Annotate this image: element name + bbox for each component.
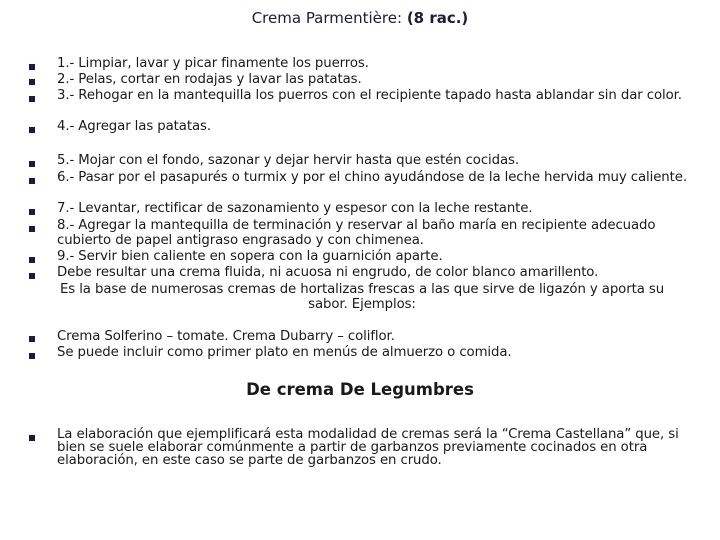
step-item: 2.- Pelas, cortar en rodajas y lavar las patatas.	[57, 72, 362, 87]
step-item: 9.- Servir bien caliente en sopera con la guarnición aparte.	[57, 249, 443, 264]
bullet-icon	[29, 435, 35, 441]
bullet-icon	[29, 178, 35, 184]
bullet-icon	[29, 64, 35, 70]
section-heading: De crema De Legumbres	[246, 380, 474, 399]
step-item: 1.- Limpiar, lavar y picar finamente los puerros.	[57, 56, 369, 71]
recipe-name: Crema Parmentière:	[251, 9, 403, 27]
bullet-icon	[29, 209, 35, 215]
recipe-portions: (8 rac.)	[406, 9, 469, 27]
bullet-icon	[29, 336, 35, 342]
step-item: 5.- Mojar con el fondo, sazonar y dejar hervir hasta que estén cocidas.	[57, 153, 519, 168]
step-item: 4.- Agregar las patatas.	[57, 119, 211, 134]
step-item: 8.- Agregar la mantequilla de terminación y reservar al baño maría en recipiente adecuado cubierto de papel antigraso engrasado y con chimenea.	[57, 218, 656, 248]
page-title	[0, 9, 720, 27]
step-item: 3.- Rehogar en la mantequilla los puerros con el recipiente tapado hasta ablandar sin dar color.	[57, 88, 682, 103]
bullet-icon	[29, 127, 35, 133]
bullet-icon	[29, 161, 35, 167]
example-item: Se puede incluir como primer plato en menús de almuerzo o comida.	[57, 345, 512, 360]
bullet-icon	[29, 79, 35, 85]
section-text: La elaboración que ejemplificará esta modalidad de cremas será la “Crema Castellana” que, si bien se suele elaborar comúnmente a partir de garbanzos previamente cocinados en otra elaboración, en este caso se parte de garbanzos en crudo.	[57, 427, 679, 468]
bullet-icon	[29, 353, 35, 359]
bullet-icon	[29, 273, 35, 279]
bullet-icon	[29, 257, 35, 263]
bullet-icon	[29, 226, 35, 232]
step-item: 6.- Pasar por el pasapurés o turmix y por el chino ayudándose de la leche hervida muy caliente.	[57, 170, 687, 185]
step-item: 7.- Levantar, rectificar de sazonamiento y espesor con la leche restante.	[57, 201, 533, 216]
note-text: Es la base de numerosas cremas de hortalizas frescas a las que sirve de ligazón y aporta su sabor. Ejemplos:	[59, 282, 665, 312]
step-item: Debe resultar una crema fluida, ni acuosa ni engrudo, de color blanco amarillento.	[57, 265, 599, 280]
bullet-icon	[29, 96, 35, 102]
example-item: Crema Solferino – tomate. Crema Dubarry – coliflor.	[57, 329, 395, 344]
